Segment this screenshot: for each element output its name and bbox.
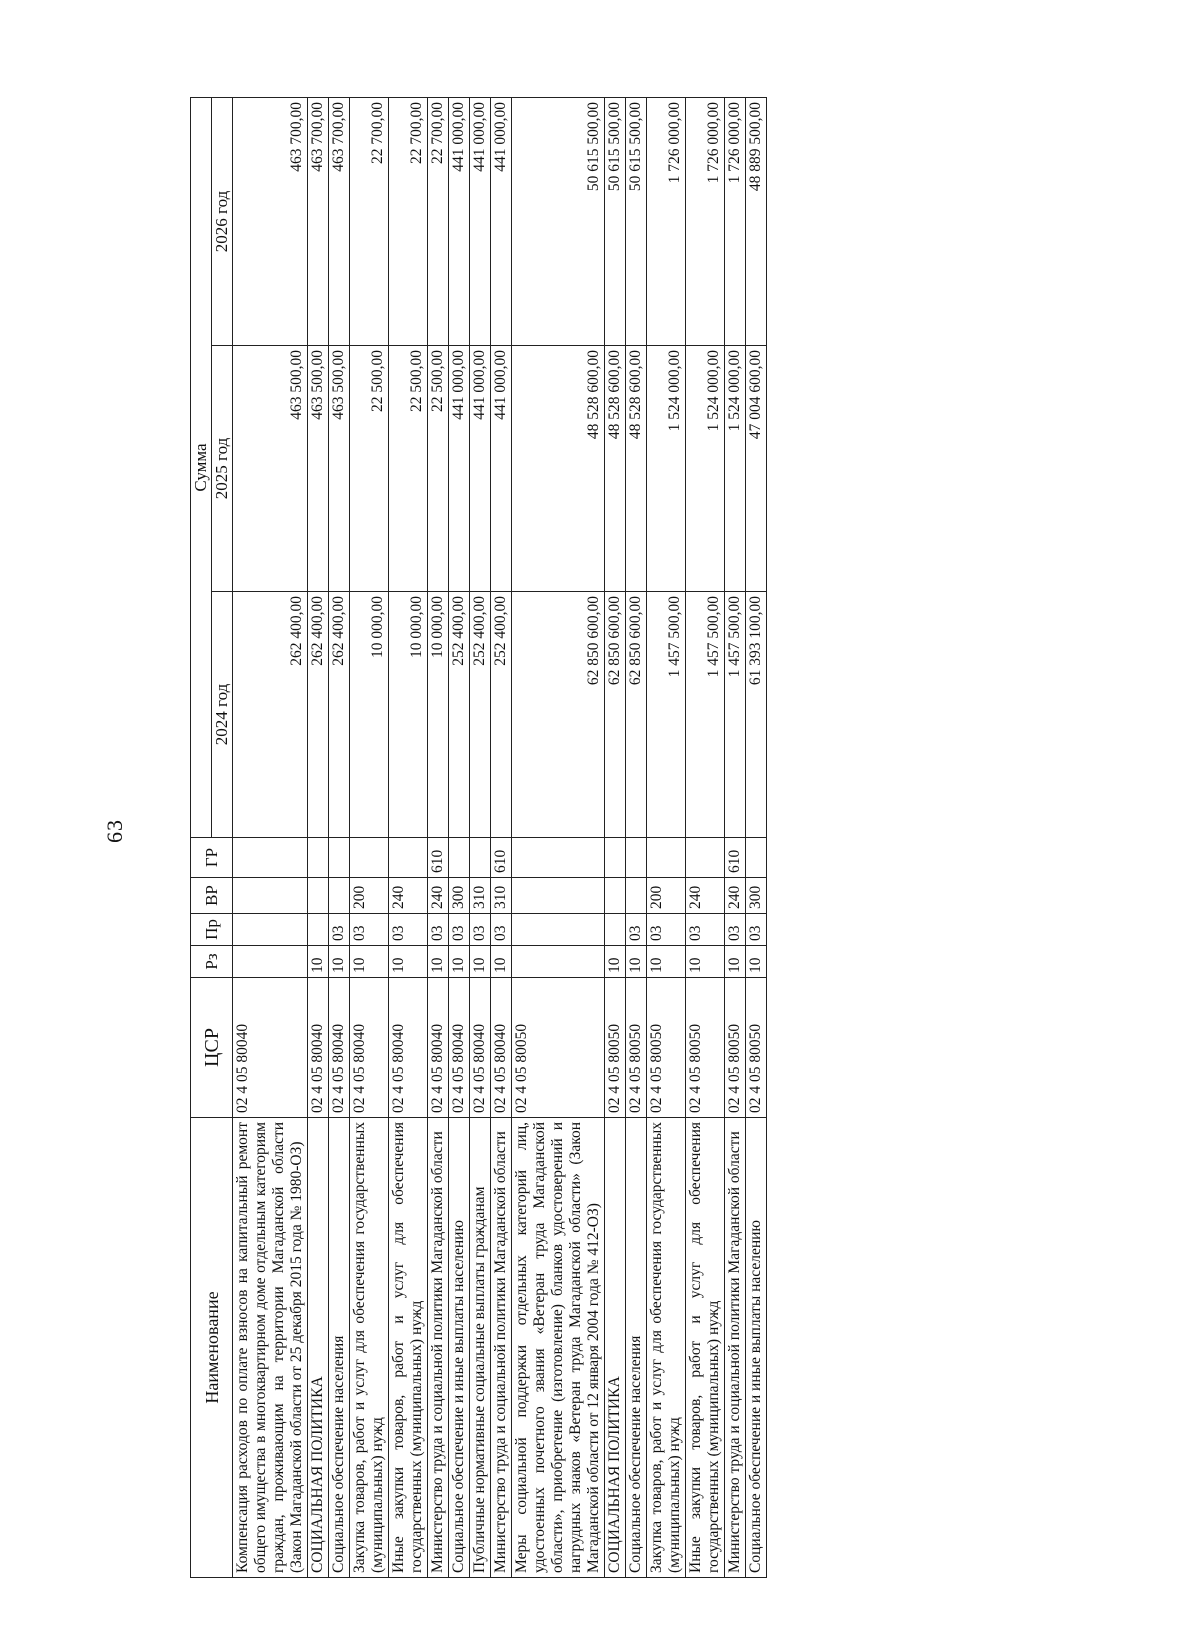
table-row — [428, 98, 449, 1578]
cell-name: Социальное обеспечение населения — [329, 1118, 350, 1578]
cell-vr — [605, 878, 626, 914]
cell-gr — [308, 838, 329, 878]
cell-sum-2025: 22 500,00 — [389, 346, 428, 592]
cell-pr: 03 — [725, 914, 746, 946]
cell-pr: 03 — [491, 914, 512, 946]
cell-vr — [626, 878, 647, 914]
cell-vr — [512, 878, 605, 914]
cell-rz: 10 — [725, 946, 746, 978]
cell-csr: 02 4 05 80050 — [605, 978, 626, 1118]
cell-pr: 03 — [389, 914, 428, 946]
table-row — [746, 98, 767, 1578]
cell-vr: 240 — [725, 878, 746, 914]
cell-name: Компенсация расходов по оплате взносов на капитальный ремонт общего имущества в многоквартирном доме отдельным категориям граждан, проживающим на территории Магаданской области (Закон Магаданской области от 25 декабря 2015 года № 1980-ОЗ) — [233, 1118, 308, 1578]
cell-sum-2025: 22 500,00 — [428, 346, 449, 592]
cell-sum-2025: 47 004 600,00 — [746, 346, 767, 592]
cell-vr: 200 — [350, 878, 389, 914]
table-header — [191, 98, 233, 1578]
cell-rz: 10 — [686, 946, 725, 978]
cell-rz: 10 — [605, 946, 626, 978]
cell-csr: 02 4 05 80040 — [389, 978, 428, 1118]
cell-rz: 10 — [308, 946, 329, 978]
cell-name: Социальное обеспечение и иные выплаты населению — [449, 1118, 470, 1578]
table-row — [470, 98, 491, 1578]
cell-sum-2025: 463 500,00 — [233, 346, 308, 592]
cell-name: СОЦИАЛЬНАЯ ПОЛИТИКА — [308, 1118, 329, 1578]
cell-vr: 300 — [449, 878, 470, 914]
cell-rz: 10 — [647, 946, 686, 978]
cell-rz: 10 — [491, 946, 512, 978]
cell-rz: 10 — [449, 946, 470, 978]
cell-sum-2024: 252 400,00 — [449, 592, 470, 838]
cell-sum-2026: 1 726 000,00 — [725, 98, 746, 346]
cell-vr — [308, 878, 329, 914]
cell-sum-2025: 48 528 600,00 — [605, 346, 626, 592]
cell-gr: 610 — [428, 838, 449, 878]
cell-sum-2025: 48 528 600,00 — [626, 346, 647, 592]
table-row — [389, 98, 428, 1578]
cell-sum-2024: 252 400,00 — [491, 592, 512, 838]
cell-name: Закупка товаров, работ и услуг для обеспечения государственных (муниципальных) нужд — [647, 1118, 686, 1578]
cell-csr: 02 4 05 80040 — [428, 978, 449, 1118]
cell-sum-2025: 441 000,00 — [470, 346, 491, 592]
cell-rz: 10 — [428, 946, 449, 978]
cell-sum-2024: 62 850 600,00 — [605, 592, 626, 838]
cell-sum-2026: 1 726 000,00 — [647, 98, 686, 346]
cell-rz: 10 — [626, 946, 647, 978]
cell-sum-2025: 441 000,00 — [491, 346, 512, 592]
cell-gr — [350, 838, 389, 878]
cell-gr — [647, 838, 686, 878]
cell-sum-2024: 62 850 600,00 — [512, 592, 605, 838]
cell-gr: 610 — [491, 838, 512, 878]
cell-sum-2025: 1 524 000,00 — [686, 346, 725, 592]
cell-sum-2024: 1 457 500,00 — [647, 592, 686, 838]
cell-csr: 02 4 05 80050 — [647, 978, 686, 1118]
cell-csr: 02 4 05 80040 — [470, 978, 491, 1118]
cell-pr — [233, 914, 308, 946]
cell-sum-2026: 22 700,00 — [350, 98, 389, 346]
cell-gr: 610 — [725, 838, 746, 878]
cell-gr — [746, 838, 767, 878]
cell-vr: 310 — [491, 878, 512, 914]
cell-gr — [626, 838, 647, 878]
table-row — [725, 98, 746, 1578]
cell-sum-2026: 50 615 500,00 — [512, 98, 605, 346]
cell-csr: 02 4 05 80050 — [686, 978, 725, 1118]
cell-gr — [329, 838, 350, 878]
cell-sum-2024: 62 850 600,00 — [626, 592, 647, 838]
table-row — [449, 98, 470, 1578]
table-row — [626, 98, 647, 1578]
cell-pr: 03 — [686, 914, 725, 946]
cell-csr: 02 4 05 80040 — [329, 978, 350, 1118]
cell-csr: 02 4 05 80040 — [233, 978, 308, 1118]
cell-gr — [605, 838, 626, 878]
cell-vr: 240 — [686, 878, 725, 914]
cell-csr: 02 4 05 80040 — [491, 978, 512, 1118]
cell-sum-2025: 1 524 000,00 — [647, 346, 686, 592]
cell-sum-2025: 463 500,00 — [329, 346, 350, 592]
table-row — [350, 98, 389, 1578]
cell-vr — [329, 878, 350, 914]
rotated-table-container — [190, 98, 1090, 1578]
table-row — [686, 98, 725, 1578]
cell-name: Министерство труда и социальной политики Магаданской области — [725, 1118, 746, 1578]
cell-rz — [233, 946, 308, 978]
header-csr: ЦСР — [191, 978, 233, 1118]
cell-pr: 03 — [746, 914, 767, 946]
cell-pr: 03 — [470, 914, 491, 946]
cell-name: Меры социальной поддержки отдельных категорий лиц, удостоенных почетного звания «Ветеран труда Магаданской области», приобретение (изготовление) бланков удостоверений и нагрудных знаков «Ветеран труда Магаданской области» (Закон Магаданской области от 12 января 2004 года № 412-ОЗ) — [512, 1118, 605, 1578]
cell-sum-2024: 10 000,00 — [428, 592, 449, 838]
table-row — [233, 98, 308, 1578]
header-pr: Пр — [191, 914, 233, 946]
cell-sum-2026: 1 726 000,00 — [686, 98, 725, 346]
cell-name: Иные закупки товаров, работ и услуг для обеспечения государственных (муниципальных) нужд — [686, 1118, 725, 1578]
cell-csr: 02 4 05 80050 — [512, 978, 605, 1118]
cell-sum-2026: 50 615 500,00 — [626, 98, 647, 346]
cell-pr: 03 — [428, 914, 449, 946]
cell-vr: 300 — [746, 878, 767, 914]
cell-sum-2024: 61 393 100,00 — [746, 592, 767, 838]
cell-sum-2026: 441 000,00 — [491, 98, 512, 346]
cell-sum-2026: 441 000,00 — [449, 98, 470, 346]
cell-rz: 10 — [350, 946, 389, 978]
cell-csr: 02 4 05 80040 — [449, 978, 470, 1118]
cell-name: Министерство труда и социальной политики Магаданской области — [428, 1118, 449, 1578]
cell-vr: 240 — [428, 878, 449, 914]
header-year-2026: 2026 год — [212, 98, 233, 346]
cell-vr: 310 — [470, 878, 491, 914]
header-year-2024: 2024 год — [212, 592, 233, 838]
cell-sum-2024: 262 400,00 — [308, 592, 329, 838]
cell-csr: 02 4 05 80040 — [308, 978, 329, 1118]
cell-csr: 02 4 05 80050 — [626, 978, 647, 1118]
cell-name: Иные закупки товаров, работ и услуг для обеспечения государственных (муниципальных) нужд — [389, 1118, 428, 1578]
cell-pr: 03 — [449, 914, 470, 946]
cell-name: Социальное обеспечение и иные выплаты населению — [746, 1118, 767, 1578]
cell-vr — [233, 878, 308, 914]
page-number: 63 — [102, 819, 127, 843]
header-rz: Рз — [191, 946, 233, 978]
cell-rz: 10 — [746, 946, 767, 978]
table-row — [647, 98, 686, 1578]
cell-gr — [470, 838, 491, 878]
cell-sum-2025: 22 500,00 — [350, 346, 389, 592]
cell-gr — [686, 838, 725, 878]
cell-csr: 02 4 05 80050 — [746, 978, 767, 1118]
cell-pr: 03 — [647, 914, 686, 946]
cell-csr: 02 4 05 80040 — [350, 978, 389, 1118]
cell-sum-2025: 463 500,00 — [308, 346, 329, 592]
table-row — [491, 98, 512, 1578]
cell-csr: 02 4 05 80050 — [725, 978, 746, 1118]
cell-sum-2026: 50 615 500,00 — [605, 98, 626, 346]
header-sum: Сумма — [191, 98, 212, 838]
cell-sum-2026: 22 700,00 — [389, 98, 428, 346]
cell-sum-2025: 441 000,00 — [449, 346, 470, 592]
table-row — [605, 98, 626, 1578]
cell-rz — [512, 946, 605, 978]
cell-name: Министерство труда и социальной политики Магаданской области — [491, 1118, 512, 1578]
cell-sum-2026: 441 000,00 — [470, 98, 491, 346]
cell-rz: 10 — [389, 946, 428, 978]
cell-sum-2025: 48 528 600,00 — [512, 346, 605, 592]
cell-sum-2026: 463 700,00 — [329, 98, 350, 346]
budget-table — [190, 97, 767, 1578]
cell-name: Социальное обеспечение населения — [626, 1118, 647, 1578]
cell-pr — [605, 914, 626, 946]
cell-sum-2024: 262 400,00 — [329, 592, 350, 838]
cell-sum-2024: 252 400,00 — [470, 592, 491, 838]
cell-pr: 03 — [350, 914, 389, 946]
table-body — [233, 98, 767, 1578]
header-vr: ВР — [191, 878, 233, 914]
cell-gr — [233, 838, 308, 878]
cell-gr — [449, 838, 470, 878]
cell-sum-2024: 10 000,00 — [350, 592, 389, 838]
cell-pr: 03 — [329, 914, 350, 946]
cell-sum-2024: 1 457 500,00 — [686, 592, 725, 838]
table-row — [512, 98, 605, 1578]
cell-gr — [389, 838, 428, 878]
cell-gr — [512, 838, 605, 878]
cell-sum-2024: 10 000,00 — [389, 592, 428, 838]
cell-sum-2025: 1 524 000,00 — [725, 346, 746, 592]
cell-name: Закупка товаров, работ и услуг для обеспечения государственных (муниципальных) нужд — [350, 1118, 389, 1578]
cell-pr — [308, 914, 329, 946]
table-row — [329, 98, 350, 1578]
header-name: Наименование — [191, 1118, 233, 1578]
table-row — [308, 98, 329, 1578]
cell-vr: 200 — [647, 878, 686, 914]
cell-sum-2026: 22 700,00 — [428, 98, 449, 346]
cell-rz: 10 — [470, 946, 491, 978]
cell-sum-2026: 463 700,00 — [233, 98, 308, 346]
cell-sum-2026: 463 700,00 — [308, 98, 329, 346]
cell-pr — [512, 914, 605, 946]
cell-vr: 240 — [389, 878, 428, 914]
cell-rz: 10 — [329, 946, 350, 978]
cell-sum-2024: 262 400,00 — [233, 592, 308, 838]
cell-name: СОЦИАЛЬНАЯ ПОЛИТИКА — [605, 1118, 626, 1578]
header-year-2025: 2025 год — [212, 346, 233, 592]
cell-sum-2026: 48 889 500,00 — [746, 98, 767, 346]
cell-sum-2024: 1 457 500,00 — [725, 592, 746, 838]
header-gr: ГР — [191, 838, 233, 878]
cell-name: Публичные нормативные социальные выплаты гражданам — [470, 1118, 491, 1578]
cell-pr: 03 — [626, 914, 647, 946]
